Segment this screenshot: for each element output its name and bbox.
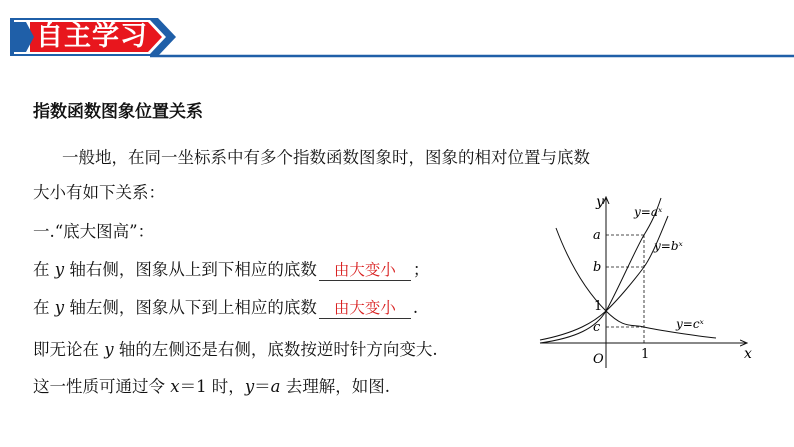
hint-var-x: x bbox=[170, 377, 180, 396]
line-right-var: y bbox=[54, 260, 65, 279]
line-left-text: 轴左侧，图象从下到上相应的底数 bbox=[64, 298, 317, 317]
tick-c: c bbox=[593, 320, 601, 335]
axis-y-label: y bbox=[596, 194, 604, 210]
axis-x-label: x bbox=[744, 346, 752, 362]
hint-line bbox=[33, 376, 390, 398]
tick-a: a bbox=[593, 228, 601, 243]
line-right-text: 轴右侧，图象从上到下相应的底数 bbox=[64, 260, 317, 279]
line-right-end: ； bbox=[412, 260, 430, 279]
origin-label: O bbox=[593, 352, 604, 367]
tick-one-y: 1 bbox=[594, 299, 603, 314]
curve-label-c: y=cˣ bbox=[676, 317, 704, 331]
hint-suffix: 去理解，如图. bbox=[280, 377, 390, 396]
curve-label-a: y=aˣ bbox=[634, 205, 663, 219]
summary-text: 轴的左侧还是右侧，底数按逆时针方向变大. bbox=[113, 340, 438, 359]
banner-title: 自主学习 bbox=[36, 21, 148, 52]
line-left-side bbox=[33, 297, 418, 319]
line-left-end: . bbox=[412, 298, 419, 317]
intro-line-2: 大小有如下关系： bbox=[33, 183, 165, 202]
section-title: 指数函数图象位置关系 bbox=[33, 102, 203, 122]
tick-b: b bbox=[593, 260, 602, 275]
tick-one-x: 1 bbox=[641, 347, 650, 362]
rule-heading: 一.“底大图高”： bbox=[33, 222, 155, 241]
line-right-prefix: 在 bbox=[33, 260, 55, 279]
answer-blank-right: 由大变小 bbox=[319, 260, 411, 281]
intro-line-1: 一般地，在同一坐标系中有多个指数函数图象时，图象的相对位置与底数 bbox=[62, 148, 590, 167]
summary-prefix: 即无论在 bbox=[33, 340, 105, 359]
line-left-prefix: 在 bbox=[33, 298, 55, 317]
answer-blank-left: 由大变小 bbox=[319, 298, 411, 319]
hint-var-y: y bbox=[244, 377, 255, 396]
hint-var-a: a bbox=[270, 377, 281, 396]
line-right-side bbox=[33, 259, 429, 281]
summary-var: y bbox=[104, 340, 114, 359]
summary-line bbox=[33, 339, 438, 361]
hint-eq1: ＝1 时， bbox=[179, 377, 245, 396]
exponential-graph bbox=[536, 188, 766, 373]
line-left-var: y bbox=[54, 298, 65, 317]
header-banner bbox=[0, 12, 794, 62]
hint-prefix: 这一性质可通过令 bbox=[33, 377, 171, 396]
hint-eq2: ＝ bbox=[254, 377, 271, 396]
curve-label-b: y=bˣ bbox=[654, 239, 683, 253]
curve-b bbox=[540, 216, 668, 340]
